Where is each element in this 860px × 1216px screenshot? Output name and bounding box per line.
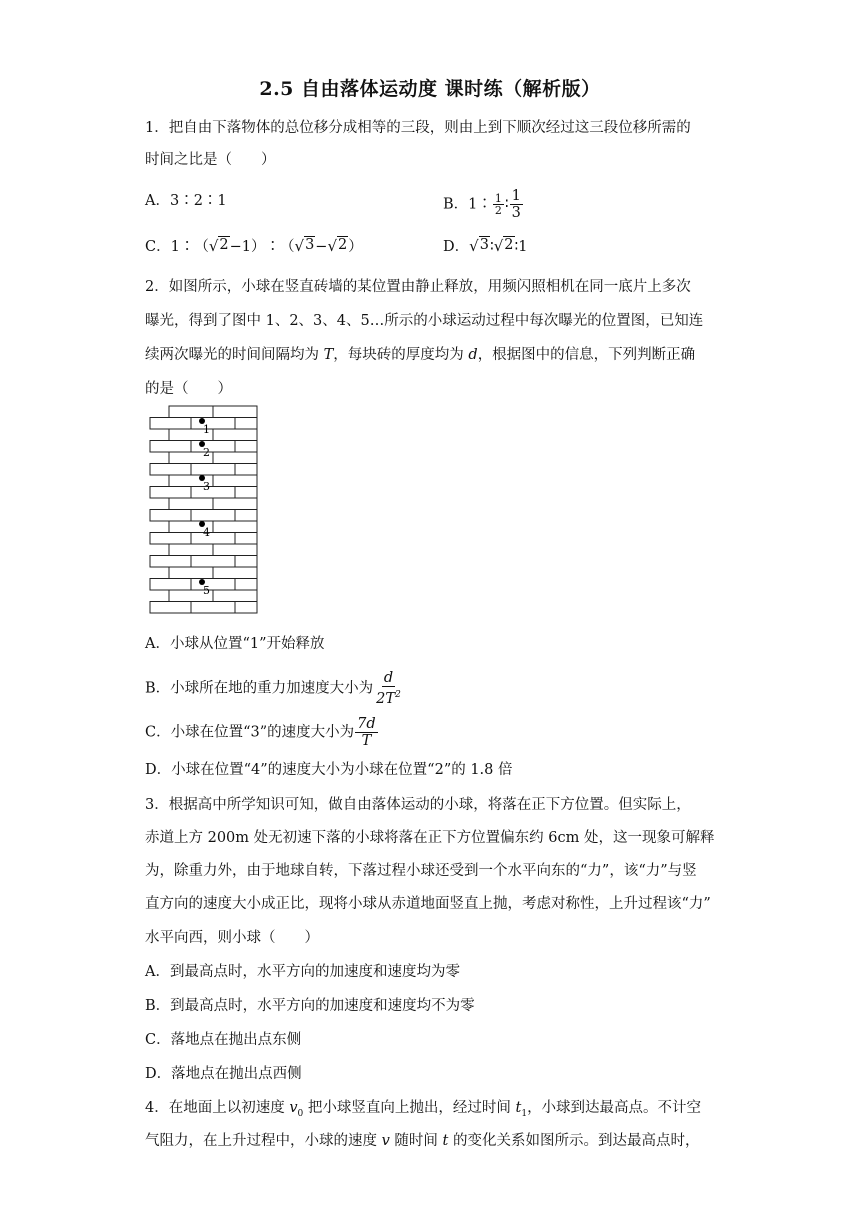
brick-row [150, 510, 257, 522]
q1-option-b-prefix: B．1∶ [443, 196, 492, 213]
q1-option-c-mid1: −1）∶（ [229, 239, 295, 255]
q1-option-c-sqrt1: √ 2 [208, 237, 229, 255]
ball-positions [199, 418, 210, 597]
brick-row [150, 602, 257, 614]
ball-position-label: 4 [203, 526, 210, 539]
q4-stem-line2: 气阻力，在上升过程中，小球的速度 v 随时间 t 的变化关系如图所示。到达最高点时， [145, 1133, 700, 1149]
q1-option-b [443, 188, 524, 221]
q2-stem-line4: 的是（ ） [145, 381, 232, 397]
q1-stem-line1: 1．把自由下落物体的总位移分成相等的三段，则由上到下顺次经过这三段位移所需的 [145, 120, 691, 136]
q1-stem-line2: 时间之比是（ ） [145, 152, 276, 168]
ball-position-label: 5 [203, 584, 210, 597]
q1-option-b-frac2-den: 3 [511, 205, 521, 221]
q2-stem-line2: 曝光，得到了图中 1、2、3、4、5…所示的小球运动过程中每次曝光的位置图，已知连 [145, 313, 704, 329]
q2-option-d: D．小球在位置“4”的速度大小为小球在位置“2”的 1.8 倍 [145, 762, 513, 778]
q2-option-b: B．小球所在地的重力加速度大小为 $\frac{d}{2T^2}$ [145, 670, 401, 707]
q1-option-b-frac2-num: 1 [511, 188, 521, 204]
q4-stem-line1: 4．在地面上以初速度 $v_0$ 把小球竖直向上抛出，经过时间 $t_1$，小球到达最高点。不计空 [145, 1100, 702, 1119]
q1-option-c-prefix: C．1∶（ [145, 239, 209, 255]
q1-option-c [145, 236, 363, 257]
q3-option-d: D．落地点在抛出点西侧 [145, 1066, 302, 1082]
ball-position-label: 2 [203, 446, 210, 459]
q1-option-a: A．3∶2∶1 [145, 193, 227, 209]
q1-option-c-sqrt2: √ 3 [294, 237, 315, 255]
q3-option-b: B．到最高点时，水平方向的加速度和速度均不为零 [145, 998, 475, 1014]
q1-option-c-sqrt3: √ 2 [327, 237, 348, 255]
q3-stem-line1: 3．根据高中所学知识可知，做自由落体运动的小球，将落在正下方位置。但实际上， [145, 797, 691, 813]
q1-option-d [443, 236, 528, 257]
q1-option-d-end: ∶1 [514, 239, 528, 255]
q1-option-d-sep1: ∶ [489, 239, 494, 255]
q1-option-c-end: ） [348, 239, 363, 255]
q1-option-b-frac1 [493, 193, 504, 216]
q3-stem-line3: 为，除重力外，由于地球自转，下落过程小球还受到一个水平向东的“力”，该“力”与竖 [145, 863, 697, 879]
q2-stem-line1: 2．如图所示，小球在竖直砖墙的某位置由静止释放，用频闪照相机在同一底片上多次 [145, 279, 691, 295]
brick-row [150, 556, 257, 568]
page-title: 2.5 自由落体运动度 课时练（解析版） [259, 78, 601, 100]
q1-option-b-frac1-den: 2 [494, 204, 502, 217]
q2-option-a: A．小球从位置“1”开始释放 [145, 636, 325, 652]
brick-row [150, 464, 257, 476]
q3-stem-line4: 直方向的速度大小成正比，现将小球从赤道地面竖直上抛，考虑对称性，上升过程该“力” [145, 896, 711, 912]
q2-option-c: C．小球在位置“3”的速度大小为 $\frac{7d}{T}$ [145, 716, 376, 749]
q1-option-d-prefix: D． [443, 239, 470, 255]
q1-option-b-sep: ∶ [504, 196, 509, 213]
ball-position-label: 3 [203, 480, 210, 493]
q3-option-a: A．到最高点时，水平方向的加速度和速度均为零 [145, 964, 460, 980]
q3-stem-line5: 水平向西，则小球（ ） [145, 930, 319, 946]
q3-stem-line2: 赤道上方 200m 处无初速下落的小球将落在正下方位置偏东约 6cm 处，这一现象可解释 [145, 830, 715, 846]
q1-option-b-frac2 [510, 188, 523, 221]
q2-stem-line3: 续两次曝光的时间间隔均为 T，每块砖的厚度均为 d，根据图中的信息，下列判断正确 [145, 347, 696, 363]
ball-position-label: 1 [203, 423, 210, 436]
q1-option-c-mid2: − [315, 239, 328, 255]
q3-option-c: C．落地点在抛出点东侧 [145, 1032, 302, 1048]
q1-option-b-frac1-num: 1 [494, 192, 502, 205]
q2-option-c-frac: $\frac{7d}{T}$ [357, 716, 376, 749]
q2-option-b-frac: $\frac{d}{2T^2}$ [376, 670, 401, 707]
q1-option-d-sqrt1: √ 3 [469, 237, 489, 255]
brick-wall-figure [147, 404, 261, 618]
q1-option-d-sqrt2: √ 2 [493, 237, 514, 255]
